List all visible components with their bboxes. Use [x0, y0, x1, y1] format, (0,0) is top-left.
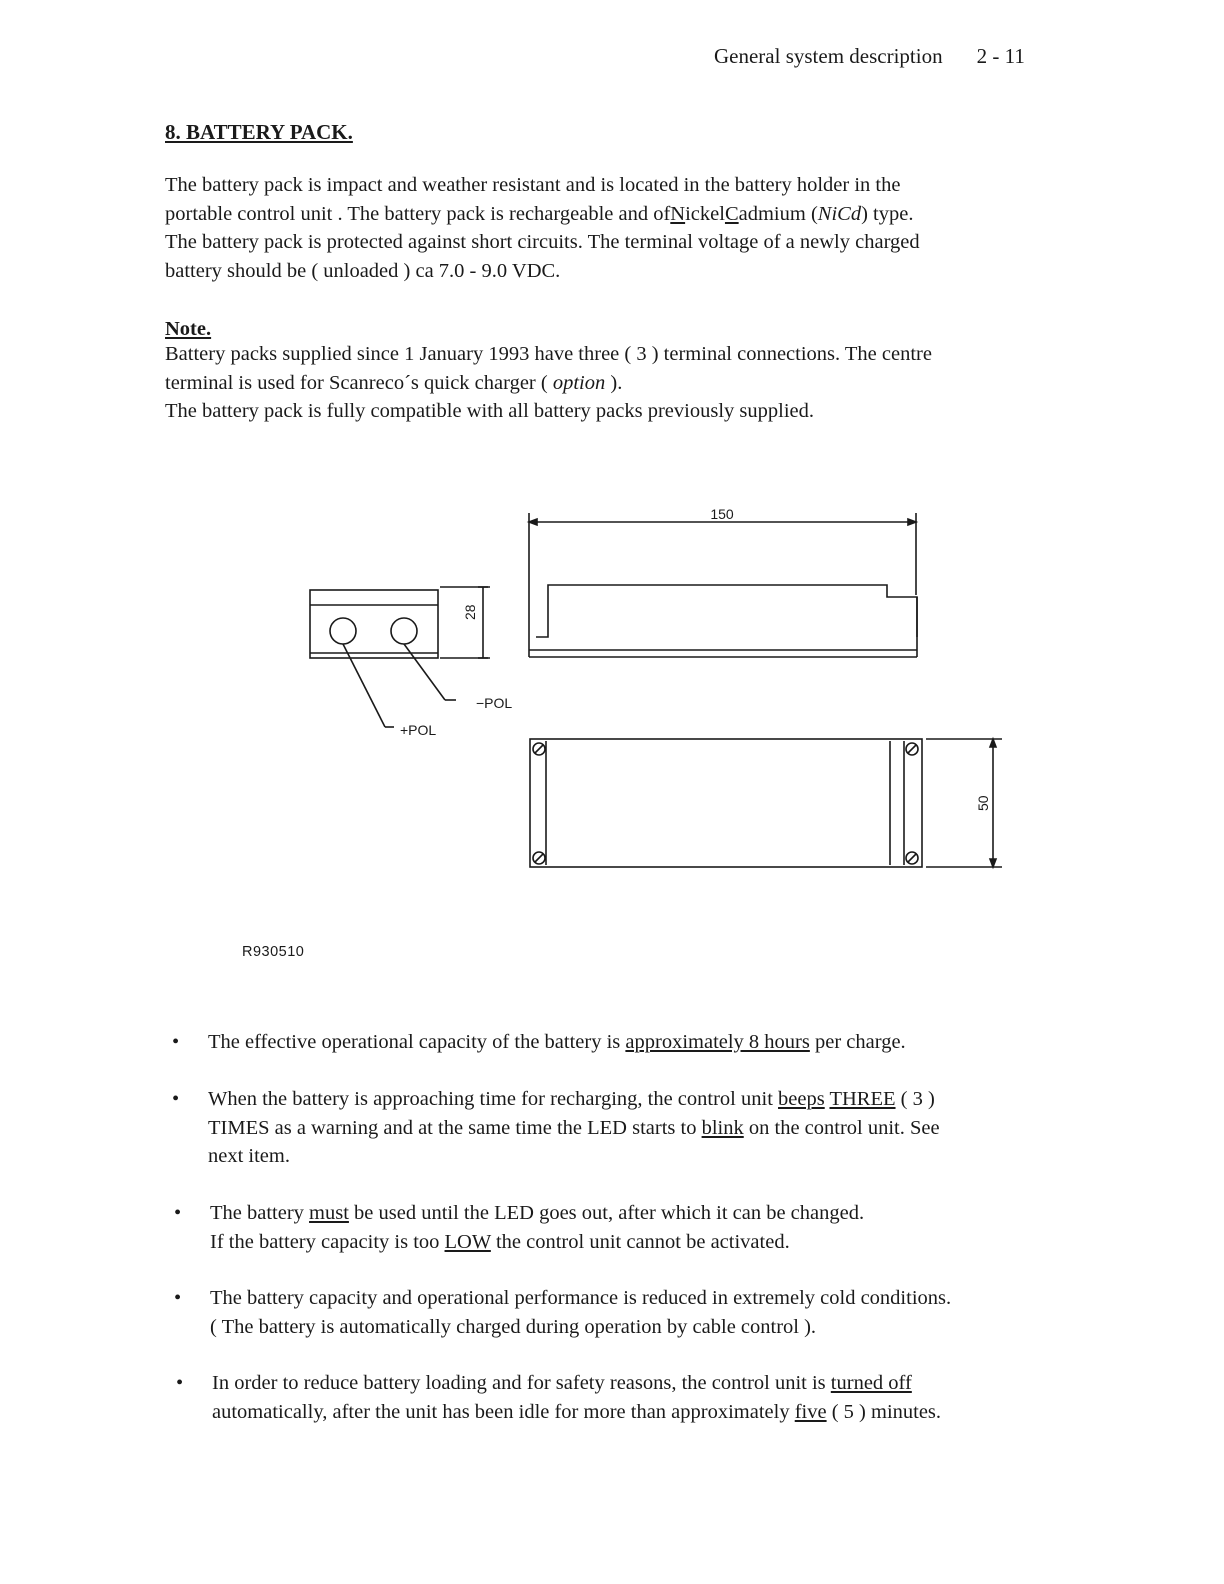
- text-span: ) type.: [861, 202, 914, 225]
- text-span: If the battery capacity is too: [210, 1230, 445, 1253]
- text-span: When the battery is approaching time for recharging, the control unit: [208, 1088, 779, 1110]
- intro-line: The battery pack is protected against short circuits. The terminal voltage of a newly charged: [165, 231, 920, 253]
- bullet-item: [174, 1284, 952, 1341]
- negative-terminal: [391, 618, 417, 644]
- section-title: 8. BATTERY PACK.: [165, 120, 353, 144]
- text-span: The battery: [210, 1202, 310, 1224]
- text-span: be used until the LED goes out, after which it can be changed.: [348, 1202, 865, 1224]
- height-dimension: [440, 587, 490, 658]
- text-span: terminal is used for Scanreco´s quick charger (: [165, 371, 553, 394]
- intro-paragraph: [165, 171, 920, 285]
- pos-pol-label: +POL: [400, 722, 437, 738]
- underlined-letter: C: [724, 202, 739, 225]
- text-span: The effective operational capacity of the battery is: [208, 1031, 626, 1053]
- bullet-item: [172, 1085, 940, 1171]
- bullet-item: [176, 1369, 942, 1426]
- bullet-line: [212, 1369, 941, 1398]
- battery-top-view: [530, 739, 922, 867]
- bullet-icon: •: [172, 1031, 180, 1053]
- text-span: the control unit cannot be activated.: [490, 1230, 790, 1253]
- page-number: 2 - 11: [976, 44, 1025, 68]
- bullet-item: [172, 1028, 906, 1057]
- text-span: on the control unit. See: [743, 1116, 940, 1139]
- page-header: [714, 44, 1025, 69]
- text-span: ( 5 ) minutes.: [826, 1400, 942, 1423]
- text-span: TIMES as a warning and at the same time the LED starts to: [208, 1116, 702, 1139]
- positive-terminal: [330, 618, 356, 644]
- underlined-letter: N: [670, 202, 686, 225]
- bullet-line: ( The battery is automatically charged during operation by cable control ).: [210, 1315, 817, 1338]
- emphasis-text: beeps: [778, 1088, 825, 1110]
- emphasis-text: turned off: [830, 1372, 912, 1394]
- note-line: [165, 369, 932, 398]
- length-dimension-label: 150: [710, 506, 734, 522]
- emphasis-text: approximately 8 hours: [625, 1031, 810, 1053]
- option-term: option: [552, 371, 606, 394]
- drawing-reference: R930510: [242, 944, 305, 960]
- bullet-line: [208, 1085, 940, 1114]
- text-span: ickel: [685, 202, 725, 225]
- emphasis-text: LOW: [444, 1230, 491, 1253]
- bullet-line: [210, 1228, 864, 1257]
- bullet-icon: •: [174, 1202, 182, 1224]
- neg-pol-label: −POL: [476, 695, 513, 711]
- emphasis-text: must: [309, 1202, 349, 1224]
- text-span: admium (: [738, 202, 818, 225]
- note-title: Note.: [165, 318, 212, 340]
- bullet-line: [208, 1114, 940, 1143]
- bullet-icon: •: [174, 1287, 182, 1309]
- bullet-line: [212, 1398, 941, 1427]
- text-span: automatically, after the unit has been idle for more than approximately: [212, 1400, 795, 1423]
- bullet-line: [208, 1028, 906, 1057]
- text-span: per charge.: [809, 1031, 906, 1053]
- battery-side-view: [529, 513, 917, 657]
- note-line: The battery pack is fully compatible with all battery packs previously supplied.: [165, 400, 814, 422]
- emphasis-text: five: [794, 1400, 827, 1423]
- bullet-item: [174, 1199, 865, 1256]
- header-section-title: General system description: [714, 44, 943, 68]
- emphasis-text: blink: [701, 1116, 744, 1139]
- note-line: Battery packs supplied since 1 January 1993 have three ( 3 ) terminal connections. The centre: [165, 343, 932, 365]
- text-span: ).: [605, 371, 623, 394]
- intro-line: The battery pack is impact and weather resistant and is located in the battery holder in the: [165, 174, 901, 196]
- emphasis-text: THREE: [829, 1088, 896, 1110]
- battery-pack-drawing: [290, 495, 1010, 895]
- intro-line: battery should be ( unloaded ) ca 7.0 - 9.0 VDC.: [165, 259, 561, 282]
- intro-line: [165, 200, 920, 229]
- text-span: In order to reduce battery loading and for safety reasons, the control unit is: [212, 1372, 831, 1394]
- text-span: portable control unit . The battery pack is rechargeable and of: [165, 202, 671, 225]
- height-dimension-label: 28: [462, 604, 478, 620]
- bullet-icon: •: [176, 1372, 184, 1394]
- nicd-term: NiCd: [817, 202, 862, 225]
- bullet-icon: •: [172, 1088, 180, 1110]
- note-paragraph: [165, 340, 932, 426]
- bullet-line: [210, 1199, 864, 1228]
- bullet-line: next item.: [208, 1145, 290, 1167]
- width-dimension-label: 50: [975, 795, 991, 811]
- text-span: ( 3 ): [895, 1088, 935, 1110]
- bullet-line: The battery capacity and operational performance is reduced in extremely cold conditions.: [210, 1287, 952, 1309]
- battery-end-view: [310, 590, 456, 727]
